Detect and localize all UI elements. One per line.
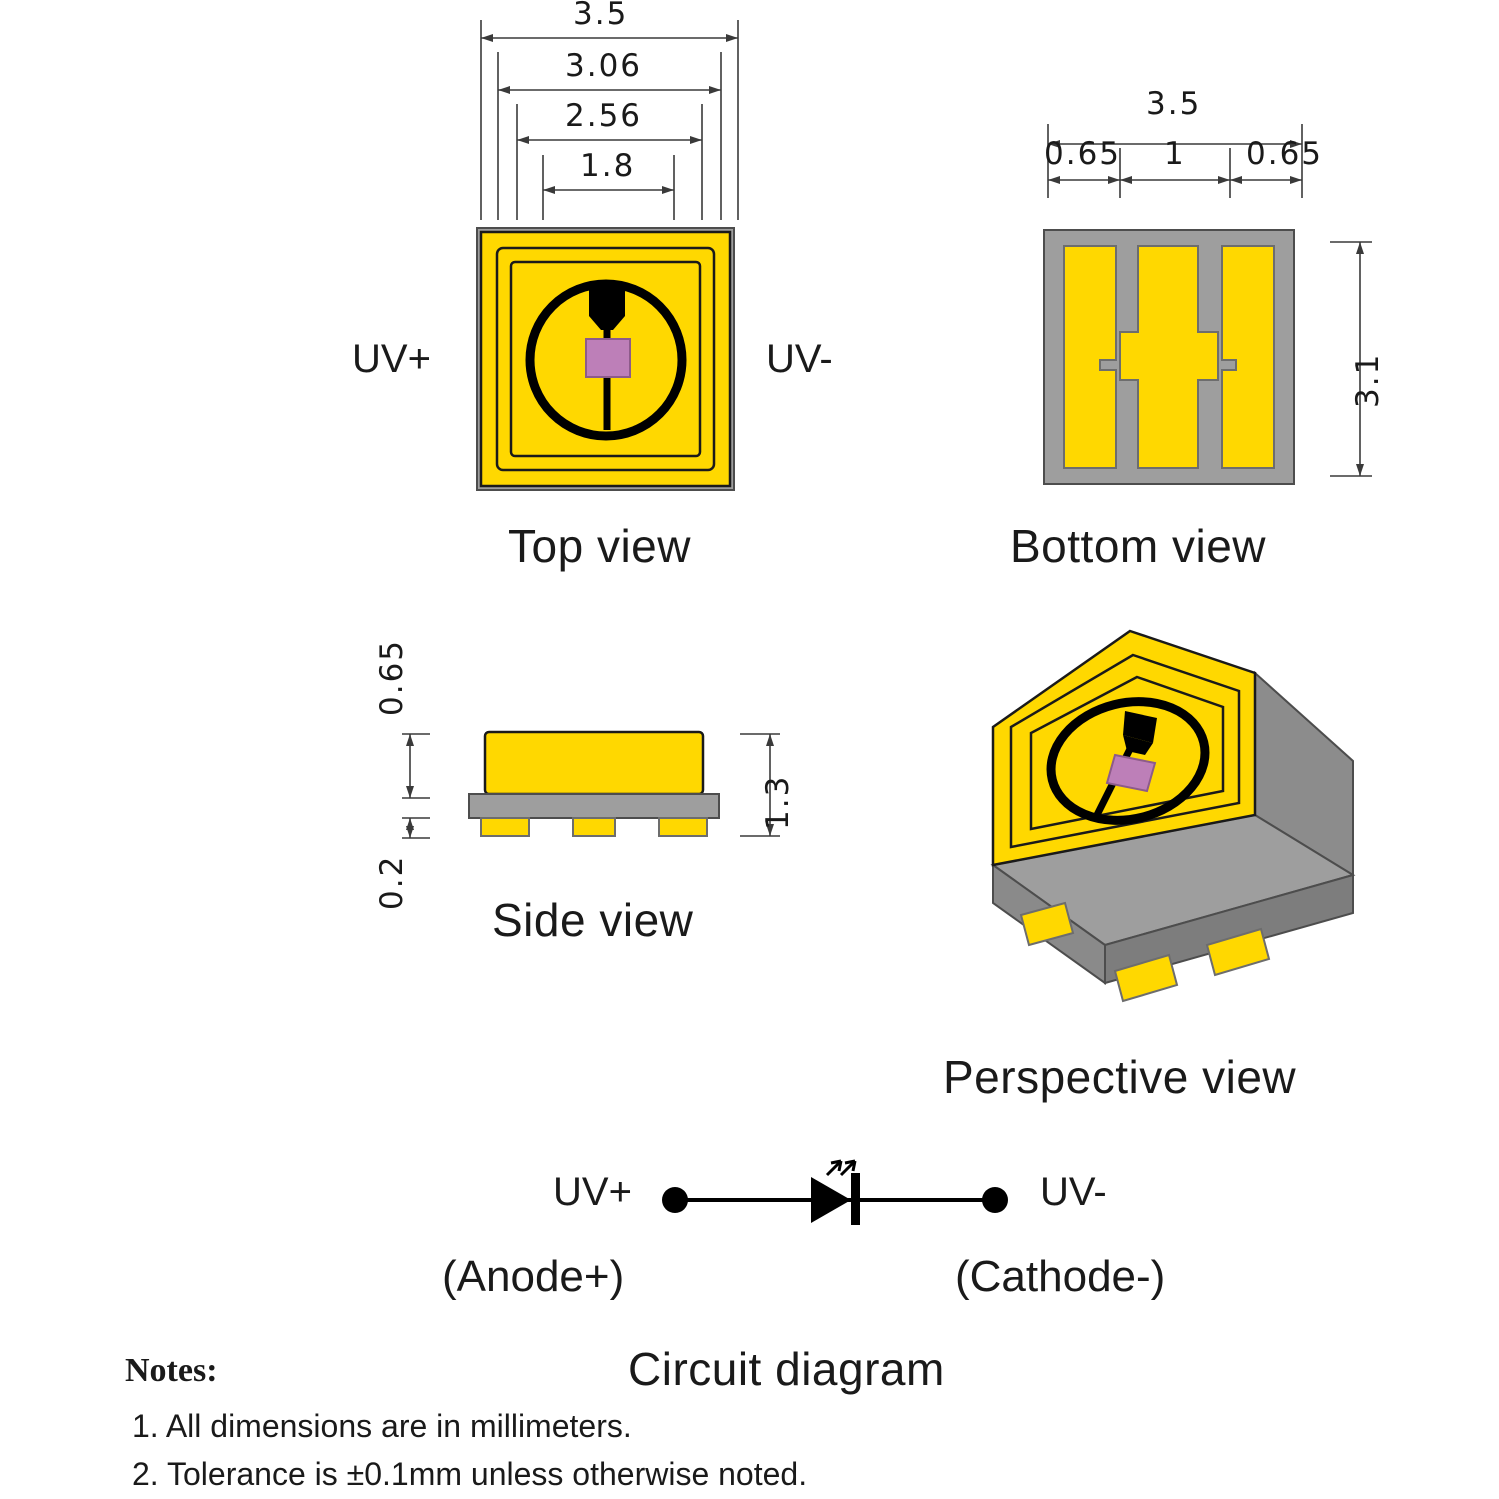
bottom-view-dim-pad-center: 1 bbox=[1164, 136, 1186, 172]
top-view-dim-3p06: 3.06 bbox=[565, 48, 643, 84]
perspective-view-title: Perspective view bbox=[943, 1051, 1297, 1103]
side-view-right-dimension bbox=[740, 720, 800, 850]
top-view-dim-1p8: 1.8 bbox=[580, 148, 636, 184]
side-view-dim-1p3: 1.3 bbox=[760, 774, 796, 830]
bottom-view-title: Bottom view bbox=[1010, 520, 1267, 572]
circuit-cathode-sublabel: (Cathode-) bbox=[955, 1252, 1166, 1301]
top-view-dim-3p5: 3.5 bbox=[573, 0, 629, 32]
circuit-anode-sublabel: (Anode+) bbox=[442, 1252, 625, 1301]
bottom-view-package bbox=[1038, 224, 1300, 490]
side-view-dim-0p65: 0.65 bbox=[374, 638, 410, 716]
top-view-pin-positive-label: UV+ bbox=[352, 337, 431, 381]
side-view-dim-0p2: 0.2 bbox=[374, 854, 410, 910]
circuit-symbol bbox=[655, 1155, 1020, 1245]
notes-item-1: 1. All dimensions are in millimeters. bbox=[132, 1408, 632, 1444]
top-view-pin-negative-label: UV- bbox=[766, 337, 833, 381]
side-view-title: Side view bbox=[492, 894, 694, 946]
bottom-view-dimension-stack bbox=[1030, 88, 1330, 198]
bottom-view-dim-pad-left: 0.65 bbox=[1044, 136, 1122, 172]
top-view-dimension-stack bbox=[455, 0, 775, 220]
top-view-package bbox=[473, 222, 741, 494]
bottom-view-dim-width: 3.5 bbox=[1146, 86, 1202, 122]
perspective-view-package bbox=[955, 615, 1375, 1025]
circuit-diagram-title: Circuit diagram bbox=[628, 1343, 945, 1395]
top-view-title: Top view bbox=[508, 520, 691, 572]
circuit-anode-label: UV+ bbox=[553, 1170, 632, 1214]
side-view-left-dimensions bbox=[370, 620, 430, 920]
side-view-package bbox=[465, 728, 735, 848]
bottom-view-height-dimension bbox=[1330, 228, 1390, 488]
bottom-view-dim-height: 3.1 bbox=[1350, 352, 1386, 408]
notes-heading: Notes: bbox=[125, 1352, 218, 1389]
bottom-view-dim-pad-right: 0.65 bbox=[1246, 136, 1324, 172]
top-view-dim-2p56: 2.56 bbox=[565, 98, 643, 134]
circuit-cathode-label: UV- bbox=[1040, 1170, 1107, 1214]
notes-item-2: 2. Tolerance is ±0.1mm unless otherwise noted. bbox=[132, 1456, 808, 1492]
